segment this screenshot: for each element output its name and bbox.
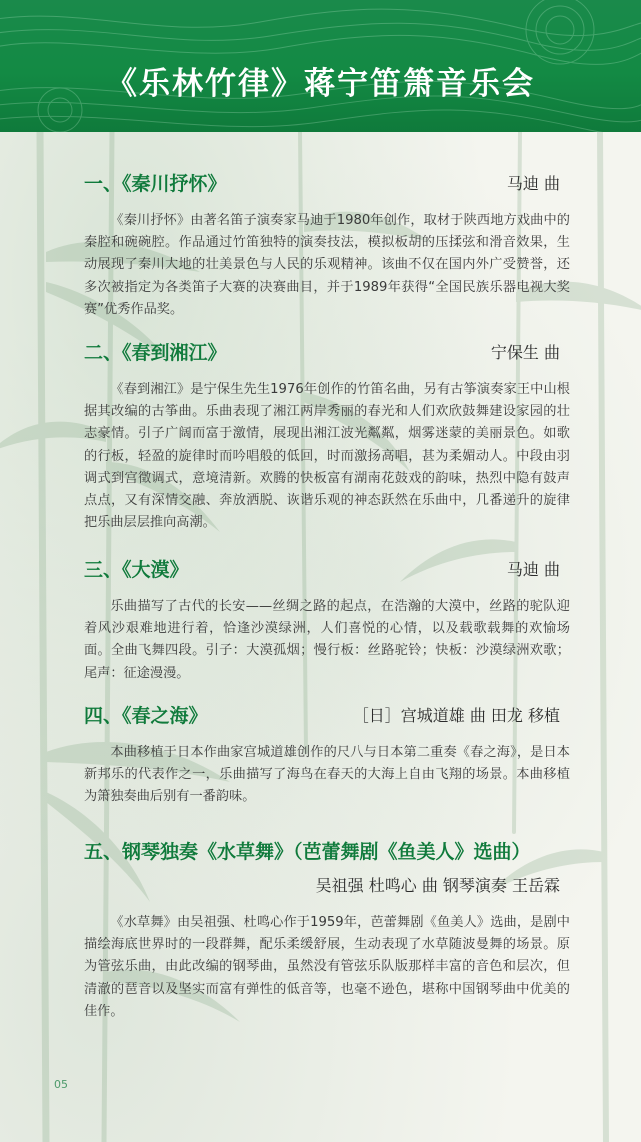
page-number: 05 [54,1078,68,1091]
program-item [84,556,570,685]
header-banner [0,0,641,132]
piece-description: 乐曲描写了古代的长安——丝绸之路的起点，在浩瀚的大漠中，丝路的驼队迎着风沙艰难地进行着，恰逢沙漠绿洲，人们喜悦的心情，以及载歌载舞的欢愉场面。全曲飞舞四段。引子：大漠孤烟；慢行板：丝路驼铃；快板：沙漠绿洲欢歌；尾声：征途漫漫。 [84,599,570,681]
piece-title: 五、钢琴独奏《水草舞》（芭蕾舞剧《鱼美人》选曲） [84,841,531,863]
composer-credit: 马迪 曲 [506,174,560,193]
composer-credit: ［日］宫城道雄 曲 田龙 移植 [352,706,560,725]
piece-title: 二、《春到湘江》 [84,342,227,364]
piece-description: 《秦川抒怀》由著名笛子演奏家马迪于1980年创作，取材于陕西地方戏曲中的秦腔和碗碗腔。作品通过竹笛独特的演奏技法，模拟板胡的压揉弦和滑音效果，生动展现了秦川大地的壮美景色与人民的乐观精神。该曲不仅在国内外广受赞誉，还多次被指定为各类笛子大赛的决赛曲目，并于1989年获得“全国民族乐器电视大奖赛”优秀作品奖。 [84,213,570,317]
composer-credit: 宁保生 曲 [490,343,560,362]
composer-credit: 吴祖强 杜鸣心 曲 钢琴演奏 王岳霖 [315,876,560,895]
piece-title: 三、《大漠》 [84,559,189,581]
piece-description: 《水草舞》由吴祖强、杜鸣心作于1959年，芭蕾舞剧《鱼美人》选曲，是剧中描绘海底世界时的一段群舞，配乐柔缓舒展，生动表现了水草随波曼舞的场景。原为管弦乐曲，由此改编的钢琴曲，虽然没有管弦乐队版那样丰富的音色和层次，但清澈的琶音以及坚实而富有弹性的低音等，也毫不逊色，堪称中国钢琴曲中优美的佳作。 [84,915,570,1019]
page-title: 《乐林竹律》蒋宁笛箫音乐会 [106,66,535,102]
piece-description: 《春到湘江》是宁保生先生1976年创作的竹笛名曲，另有古筝演奏家王中山根据其改编的古筝曲。乐曲表现了湘江两岸秀丽的春光和人们欢欣鼓舞建设家园的壮志豪情。引子广阔而富于激情，展现出湘江波光粼粼，烟雾迷蒙的美丽景色。如歌的行板，轻盈的旋律时而吟唱般的低回，时而激扬高唱，甚为柔媚动人。中段由羽调式到宫徵调式，意境清新。欢腾的快板富有湖南花鼓戏的韵味，热烈中隐有鼓声点点，又有深情交融、奔放洒脱、诙谐乐观的神态跃然在乐曲中，几番递升的旋律把乐曲层层推向高潮。 [84,382,570,531]
piece-title: 一、《秦川抒怀》 [84,173,227,195]
program-item [84,170,570,321]
composer-credit: 马迪 曲 [506,560,560,579]
program-item [84,702,570,809]
program-item [84,339,570,534]
piece-title: 四、《春之海》 [84,705,208,727]
program-item [84,838,570,1023]
program-content [0,132,641,1142]
piece-description: 本曲移植于日本作曲家宫城道雄创作的尺八与日本第二重奏《春之海》，是日本新邦乐的代表作之一，乐曲描写了海鸟在春天的大海上自由飞翔的场景。本曲移植为箫独奏曲后别有一番韵味。 [84,745,570,805]
